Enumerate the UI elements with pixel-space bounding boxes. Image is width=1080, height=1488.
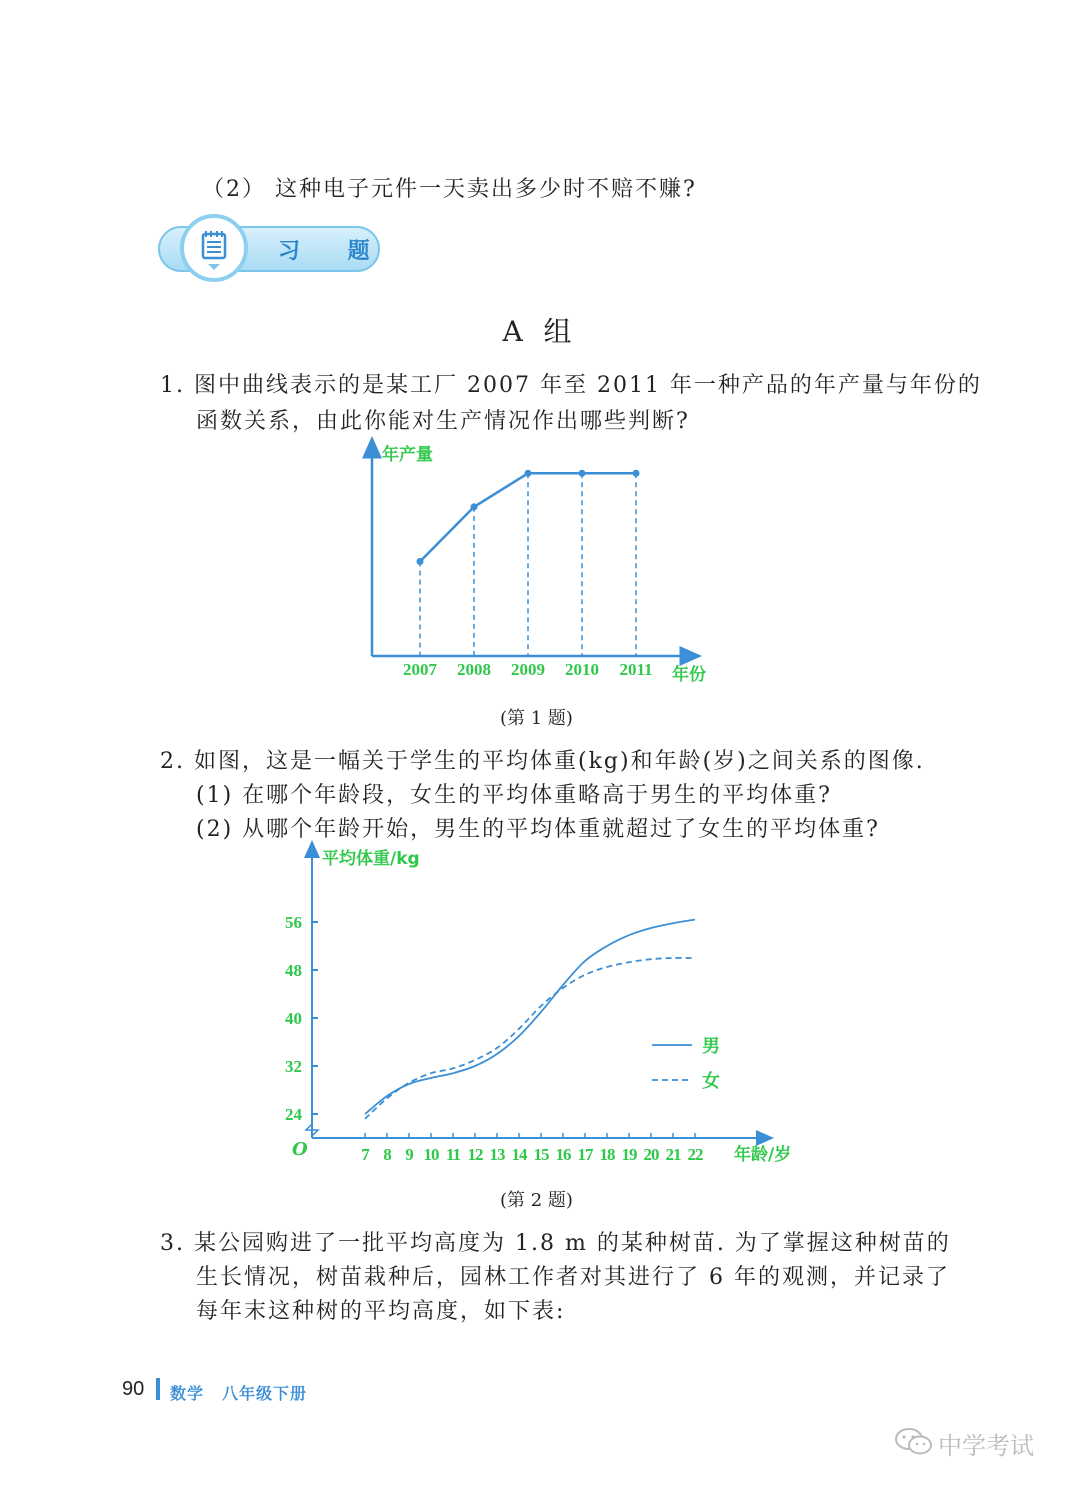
q3-line3: 每年末这种树的平均高度，如下表:: [196, 1299, 566, 1324]
x-tick-label: 2010: [565, 660, 599, 679]
footer-divider: [156, 1378, 160, 1400]
x-tick-label: 9: [405, 1145, 413, 1164]
x-axis-label: 年龄/岁: [734, 1145, 792, 1165]
x-tick-label: 11: [445, 1145, 461, 1164]
legend-label: 女: [702, 1071, 720, 1092]
exercise-badge-label: 习 题: [278, 239, 390, 264]
data-point: [525, 470, 532, 477]
chart-weight-age: [270, 840, 810, 1180]
x-tick-label: 7: [361, 1145, 369, 1164]
x-tick-label: 16: [555, 1145, 571, 1164]
notepad-icon: [180, 214, 248, 282]
page-number: 90: [122, 1378, 145, 1400]
y-tick-label: 32: [285, 1057, 302, 1076]
q1-line1: 1. 图中曲线表示的是某工厂 2007 年至 2011 年一种产品的年产量与年份的: [160, 373, 982, 398]
q2-line2: (1) 在哪个年龄段，女生的平均体重略高于男生的平均体重?: [196, 783, 832, 808]
x-tick-label: 21: [665, 1145, 681, 1164]
x-tick-label: 2009: [511, 660, 545, 679]
x-tick-label: 20: [643, 1145, 659, 1164]
x-tick-label: 15: [533, 1145, 549, 1164]
y-tick-label: 48: [285, 961, 302, 980]
q1-caption: (第 1 题): [500, 708, 573, 729]
footer-subject: 数学: [170, 1384, 205, 1403]
prev-question-line: （2） 这种电子元件一天卖出多少时不赔不赚?: [202, 177, 697, 202]
x-tick-label: 10: [423, 1145, 439, 1164]
y-tick-label: 40: [285, 1009, 302, 1028]
y-tick-label: 24: [285, 1105, 302, 1124]
x-tick-label: 19: [621, 1145, 637, 1164]
q2-caption: (第 2 题): [500, 1190, 573, 1211]
watermark-text: 中学考试: [938, 1432, 1034, 1460]
data-point: [579, 470, 586, 477]
data-point: [471, 503, 478, 510]
legend-label: 男: [702, 1036, 720, 1057]
x-tick-label: 8: [383, 1145, 391, 1164]
q3-line2: 生长情况，树苗栽种后，园林工作者对其进行了 6 年的观测，并记录了: [196, 1265, 950, 1290]
x-tick-label: 2011: [619, 660, 653, 679]
q2-line3: (2) 从哪个年龄开始，男生的平均体重就超过了女生的平均体重?: [196, 817, 880, 842]
x-tick-label: 12: [467, 1145, 483, 1164]
origin-label: O: [292, 1139, 308, 1160]
x-tick-label: 14: [511, 1145, 527, 1164]
group-heading: A 组: [502, 315, 578, 348]
x-tick-label: 13: [489, 1145, 505, 1164]
series-line-girls: [365, 958, 695, 1119]
x-tick-label: 22: [687, 1145, 703, 1164]
series-line-boys: [365, 920, 695, 1114]
y-tick-label: 56: [285, 913, 302, 932]
chart-annual-output: [340, 436, 740, 692]
x-axis-label: 年份: [672, 665, 706, 685]
y-axis-label: 平均体重/kg: [322, 849, 420, 869]
x-tick-label: 17: [577, 1145, 593, 1164]
x-tick-label: 18: [599, 1145, 615, 1164]
q2-line1: 2. 如图，这是一幅关于学生的平均体重(kg)和年龄(岁)之间关系的图像.: [160, 749, 925, 774]
data-point: [633, 470, 640, 477]
q3-line1: 3. 某公园购进了一批平均高度为 1.8 m 的某种树苗. 为了掌握这种树苗的: [160, 1231, 951, 1256]
footer-grade: 八年级下册: [222, 1384, 308, 1403]
x-tick-label: 2007: [403, 660, 437, 679]
y-axis-label: 年产量: [382, 445, 433, 465]
x-tick-label: 2008: [457, 660, 491, 679]
q1-line2: 函数关系，由此你能对生产情况作出哪些判断?: [196, 409, 690, 434]
wechat-icon: [894, 1426, 934, 1462]
data-point: [417, 558, 424, 565]
